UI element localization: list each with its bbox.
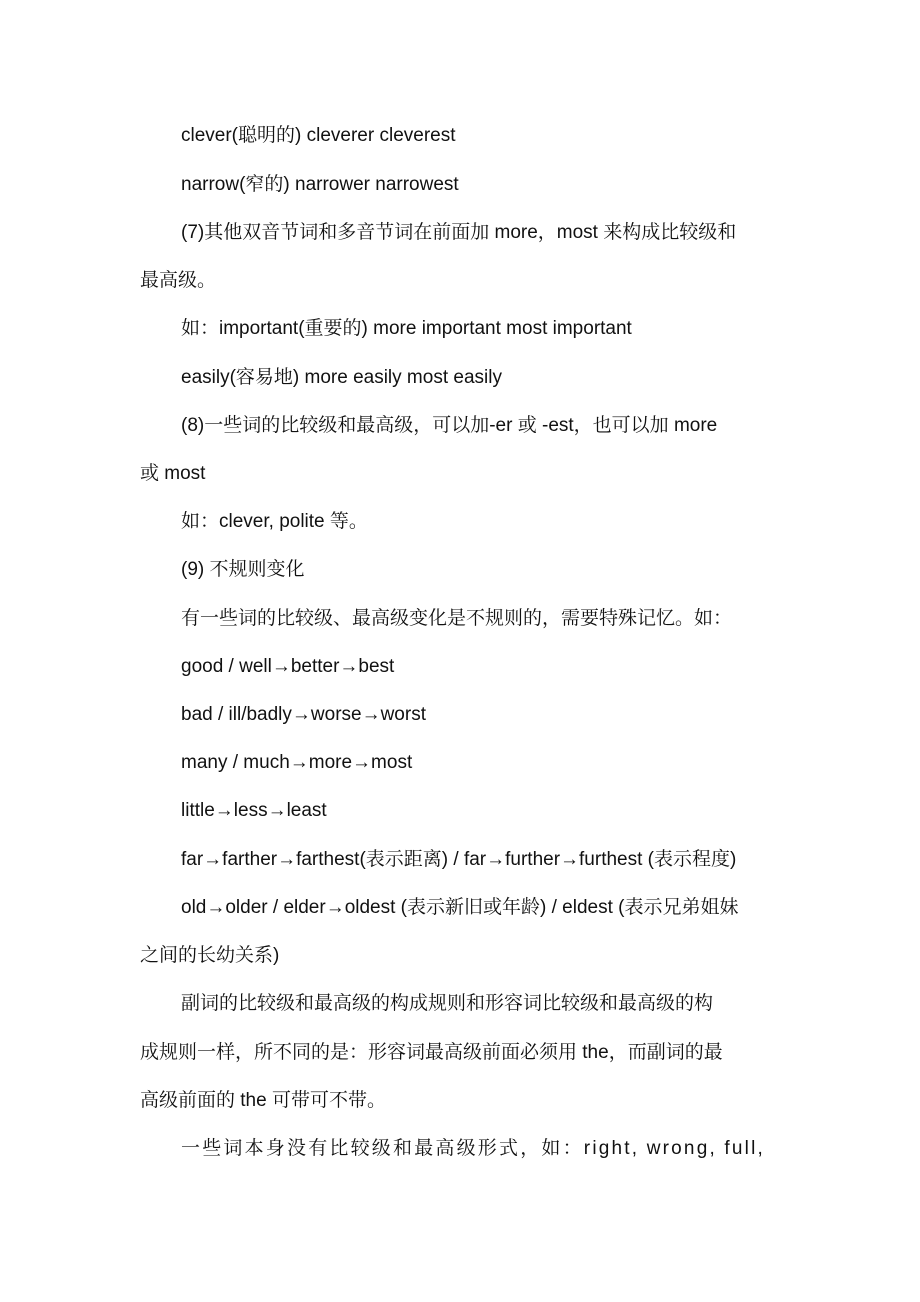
text-line-far: far→farther→farthest(表示距离) / far→further→furthest (表示程度)	[181, 849, 737, 870]
text-line-many: many / much→more→most	[181, 752, 413, 773]
text-line-rule-8-cont: 或 most	[140, 463, 206, 484]
text-line-rule-7-cont: 最高级。	[140, 270, 217, 291]
text-line-rule-9-heading: (9) 不规则变化	[181, 559, 305, 580]
text-line-rule-7: (7)其他双音节词和多音节词在前面加 more，most 来构成比较级和	[181, 222, 737, 243]
text-line-old-cont: 之间的长幼关系)	[140, 945, 280, 966]
text-line-easily: easily(容易地) more easily most easily	[181, 367, 502, 388]
text-line-good: good / well→better→best	[181, 656, 395, 677]
text-line-irregular-intro: 有一些词的比较级、最高级变化是不规则的，需要特殊记忆。如：	[181, 608, 733, 629]
text-line-clever: clever(聪明的) cleverer cleverest	[181, 125, 456, 146]
text-line-example-important: 如：important(重要的) more important most important	[181, 318, 632, 339]
text-line-example-clever: 如：clever, polite 等。	[181, 511, 368, 532]
text-line-adverb-rule-end: 高级前面的 the 可带可不带。	[140, 1090, 386, 1111]
text-line-adverb-rule: 副词的比较级和最高级的构成规则和形容词比较级和最高级的构	[181, 993, 714, 1014]
text-line-bad: bad / ill/badly→worse→worst	[181, 704, 426, 725]
text-line-no-comparative: 一些词本身没有比较级和最高级形式，如：right, wrong, full,	[181, 1138, 765, 1159]
text-line-narrow: narrow(窄的) narrower narrowest	[181, 174, 459, 195]
text-line-old: old→older / elder→oldest (表示新旧或年龄) / eldest (表示兄弟姐妹	[181, 897, 739, 918]
text-line-little: little→less→least	[181, 800, 327, 821]
text-line-adverb-rule-cont: 成规则一样，所不同的是：形容词最高级前面必须用 the，而副词的最	[140, 1042, 723, 1063]
text-line-rule-8: (8)一些词的比较级和最高级，可以加-er 或 -est，也可以加 more	[181, 415, 718, 436]
